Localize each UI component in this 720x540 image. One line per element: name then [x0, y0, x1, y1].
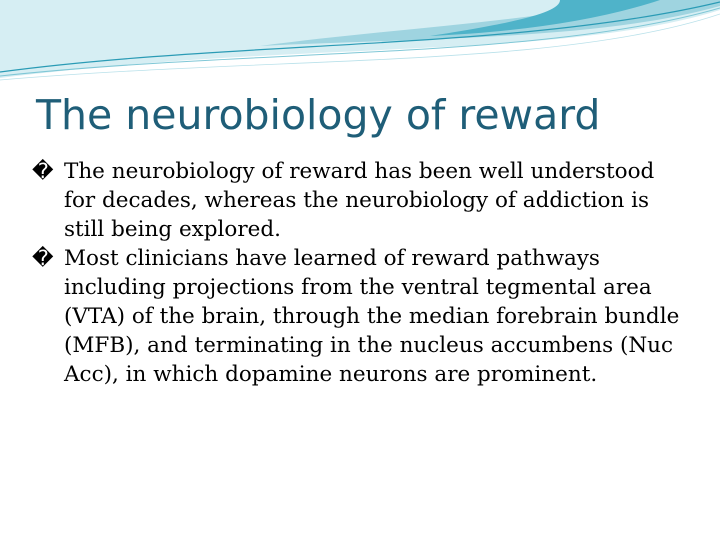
header-swoosh-decoration: [0, 0, 720, 90]
slide-title: The neurobiology of reward: [36, 91, 601, 139]
bullet-text: Most clinicians have learned of reward pathways including projections from the ventral tegmental area (VTA) of the brain, through the median forebrain bundle (MFB), and terminating in the nucleus accumbens (Nuc Acc), in which dopamine neurons are prominent.: [64, 246, 680, 387]
bullet-item: [32, 244, 692, 389]
bullet-marker-icon: �: [32, 159, 54, 183]
bullet-text: The neurobiology of reward has been well understood for decades, whereas the neurobiology of addiction is still being explored.: [64, 159, 655, 242]
bullet-marker-icon: �: [32, 246, 54, 270]
bullet-item: [32, 157, 692, 244]
bullet-list: [32, 157, 692, 389]
